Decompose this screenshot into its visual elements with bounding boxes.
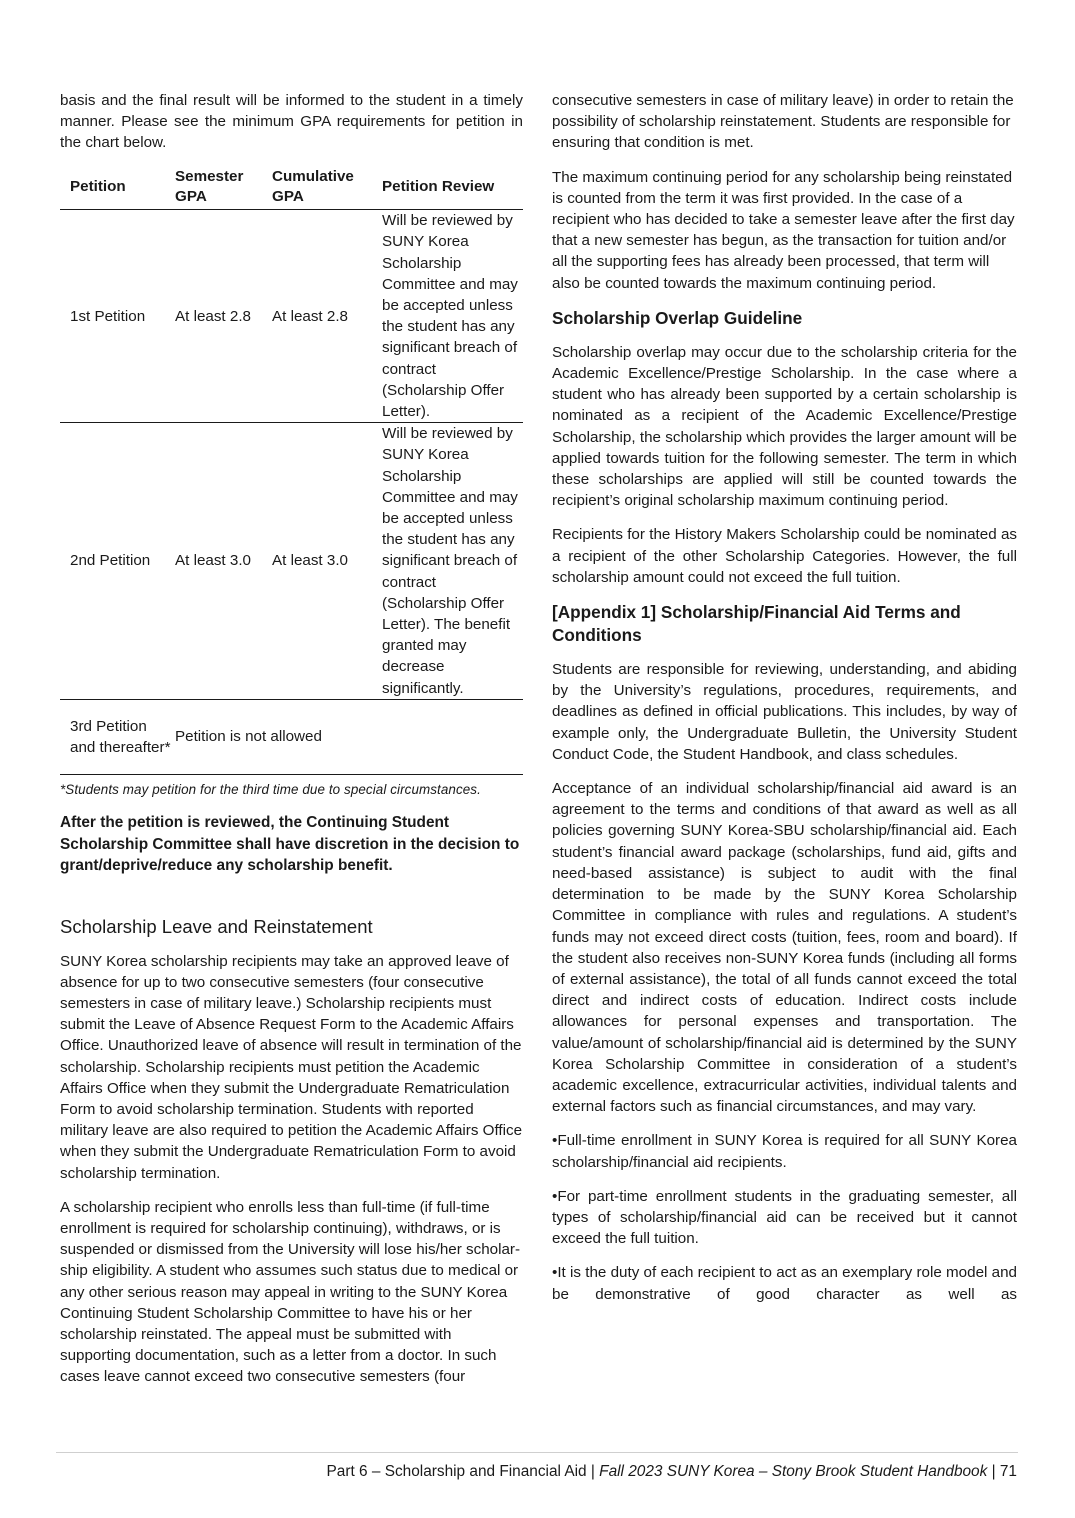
appendix-paragraph: Students are responsible for reviewing, understanding, and abiding by the University’s regulations, procedures, requirements, and deadlines as defined in official publications. This includes, by way of example only, the Undergraduate Bulletin, the University Student Conduct Code, the Student Handbook, and class schedules. <box>552 661 1017 763</box>
cell-petition-review: Will be reviewed by SUNY Korea Scholarship Committee and may be accepted unless the student has any significant breach of contract (Scholarship Offer Letter). The benefit granted may decrease significantly. <box>380 423 523 700</box>
continued-paragraph: consecutive semesters in case of military leave) in order to retain the possibility of scholarship reinstatement. Students are responsible for ensuring that condition is met. <box>552 92 1014 152</box>
page-number: 71 <box>999 1463 1017 1480</box>
header-petition: Petition <box>60 167 173 210</box>
leave-section-heading: Scholarship Leave and Reinstatement <box>60 915 373 937</box>
left-column <box>60 90 523 1401</box>
petition-discretion-note: After the petition is reviewed, the Continuing Student Scholarship Committee shall have discretion in the decision to grant/deprive/reduce any scholarship benefit. <box>60 814 520 875</box>
continued-paragraph: The maximum continuing period for any scholarship being reinstated is counted from the term it was first provided. In the case of a recipient who has decided to take a semester leave after the first day that a new semester has begun, as the transaction for tuition and/or all the supporting fees has already been processed, that term will also be counted towards the maximum continuing period. <box>552 168 1015 292</box>
intro-paragraph: basis and the final result will be informed to the student in a timely manner. Please see the minimum GPA requirements for petition in the chart below. <box>60 92 523 152</box>
leave-paragraph: SUNY Korea scholarship recipients may take an approved leave of absence for up to two consecutive semesters (four consecutive semesters in case of military leave.) Scholarship recipients must submit the Leave of Absence Request Form to the Academic Affairs Office. Unauthorized leave of absence will result in termination of the scholarship. Scholarship recipients must petition the Academic Affairs Office when they submit the Undergraduate Rematriculation Form to avoid scholarship termination. Students with reported military leave are also required to petition the Academic Affairs Office when they submit the Undergraduate Rematriculation Form to avoid scholarship termination. <box>60 952 523 1182</box>
header-semester-gpa: Semester GPA <box>173 167 270 210</box>
table-header-row <box>60 167 523 210</box>
appendix-bullet: •For part-time enrollment students in the graduating semester, all types of scholarship/financial aid can be received but it cannot exceed the full tuition. <box>552 1187 1017 1248</box>
cell-cumulative-gpa: At least 2.8 <box>270 210 380 423</box>
table-row <box>60 699 523 774</box>
appendix-bullet: •Full-time enrollment in SUNY Korea is required for all SUNY Korea scholarship/financial aid recipients. <box>552 1132 1017 1171</box>
footer-divider <box>56 1452 1018 1453</box>
cell-petition: 3rd Petition and thereafter* <box>60 699 173 774</box>
footer-publication-title: Fall 2023 SUNY Korea – Stony Brook Student Handbook <box>599 1463 988 1480</box>
cell-petition-review: Will be reviewed by SUNY Korea Scholarship Committee and may be accepted unless the student has any significant breach of contract (Scholarship Offer Letter). <box>380 210 523 423</box>
appendix-section-heading: [Appendix 1] Scholarship/Financial Aid Terms and Conditions <box>552 602 961 646</box>
footer-section-title: Part 6 – Scholarship and Financial Aid <box>326 1463 587 1480</box>
overlap-paragraph: Scholarship overlap may occur due to the scholarship criteria for the Academic Excellence/Prestige Scholarship. In the case where a student who has already been supported by a certain scholarship is nominated as a recipient of the Academic Excellence/Prestige Scholarship, the scholarship which provides the larger amount will be applied towards tuition for the following semester. The term in which these scholarships are applied will still be counted towards the recipient’s original scholarship maximum continuing period. <box>552 343 1017 510</box>
petition-gpa-table <box>60 167 523 776</box>
cell-semester-gpa: At least 2.8 <box>173 210 270 423</box>
header-cumulative-gpa: Cumulative GPA <box>270 167 380 210</box>
cell-petition: 2nd Petition <box>60 423 173 700</box>
appendix-paragraph: Acceptance of an individual scholarship/financial aid award is an agreement to the terms and conditions of that award as well as all policies governing SUNY Korea-SBU scholarship/financial aid. Each student’s financial award package (scholarships, fund aid, gifts and need-based assistance) is subject to audit with the final determination to be made by the SUNY Korea Scholarship Committee in compliance with rules and regulations. A student’s funds may not exceed direct costs (tuition, fees, room and board). If the student also receives non-SUNY Korea funds (including all forms of external assistance), the total of all funds cannot exceed the total direct and indirect costs of education. Indirect costs include allowances for personal expenses and transportation. The value/amount of scholarship/financial aid is determined by the SUNY Korea Scholarship Committee in consideration of a student’s academic excellence, extracurricular activities, individual talents and external factors such as financial circumstances, and may vary. <box>552 780 1017 1116</box>
footer-separator: | <box>987 1463 1000 1480</box>
appendix-bullet: •It is the duty of each recipient to act as an exemplary role model and be demonstrative of good character as well as <box>552 1264 1017 1303</box>
cell-cumulative-gpa: At least 3.0 <box>270 423 380 700</box>
right-column <box>552 90 1017 1318</box>
header-petition-review: Petition Review <box>380 167 523 210</box>
table-row <box>60 210 523 423</box>
cell-not-allowed: Petition is not allowed <box>173 699 523 774</box>
page-footer <box>327 1462 1017 1482</box>
leave-paragraph: A scholarship recipient who enrolls less than full-time (if full-time enrollment is required for scholarship continuing), withdraws, or is suspended or dismissed from the University will lose his/her scholar-ship eligibility. A student who assumes such status due to medical or any other serious reason may appeal in writing to the SUNY Korea Continuing Student Scholarship Committee to have his or her scholarship reinstated. The appeal must be submitted with supporting documentation, such as a letter from a doctor. In such cases leave cannot exceed two consecutive semesters (four <box>60 1198 521 1386</box>
footer-separator: | <box>586 1463 600 1480</box>
cell-petition: 1st Petition <box>60 210 173 423</box>
table-footnote: *Students may petition for the third time due to special circumstances. <box>60 782 481 798</box>
table-row <box>60 423 523 700</box>
overlap-section-heading: Scholarship Overlap Guideline <box>552 307 803 328</box>
cell-semester-gpa: At least 3.0 <box>173 423 270 700</box>
overlap-paragraph: Recipients for the History Makers Scholarship could be nominated as a recipient of the other Scholarship Categories. However, the full scholarship amount could not exceed the full tuition. <box>552 526 1017 586</box>
